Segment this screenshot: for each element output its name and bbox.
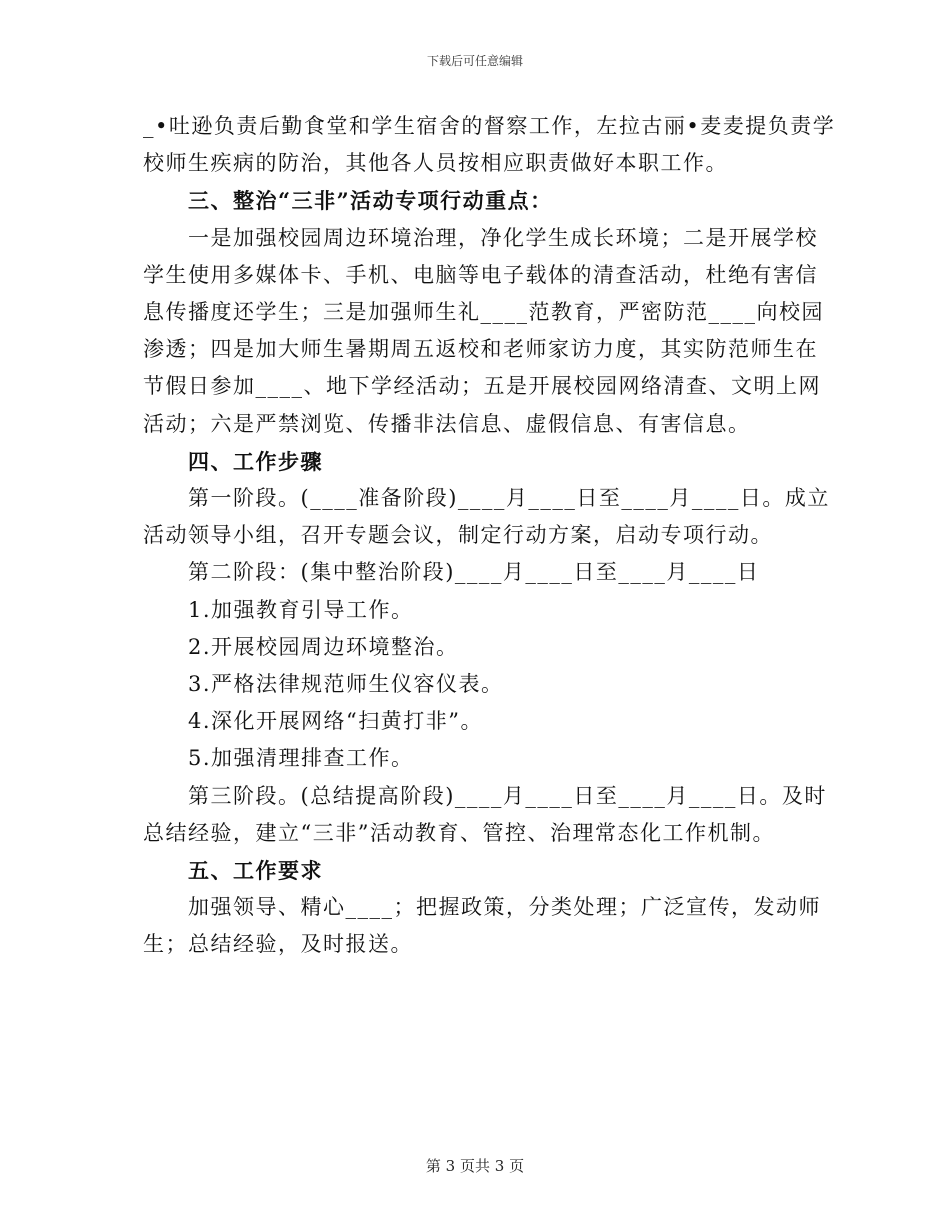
paragraph-line: 校师生疾病的防治，其他各人员按相应职责做好本职工作。 xyxy=(143,151,728,176)
paragraph-line: 加强领导、精心____；把握政策，分类处理；广泛宣传，发动师 xyxy=(188,895,821,920)
paragraph-line: 活动领导小组，召开专题会议，制定行动方案，启动专项行动。 xyxy=(143,523,773,548)
paragraph-line: 学生使用多媒体卡、手机、电脑等电子载体的清查活动，杜绝有害信 xyxy=(143,262,818,287)
paragraph-line: 生；总结经验，及时报送。 xyxy=(143,932,413,957)
paragraph-line: 渗透；四是加大师生暑期周五返校和老师家访力度，其实防范师生在 xyxy=(143,337,818,362)
paragraph-line: 5.加强清理排查工作。 xyxy=(188,746,414,771)
paragraph-line: 第三阶段。(总结提高阶段)____月____日至____月____日。及时 xyxy=(188,783,827,808)
paragraph-line: 第二阶段：(集中整治阶段)____月____日至____月____日 xyxy=(188,560,760,585)
page-footer: 第 3 页共 3 页 xyxy=(425,1157,525,1175)
document-body xyxy=(143,108,836,964)
section-heading: 五、工作要求 xyxy=(188,858,323,884)
paragraph-line: 息传播度还学生；三是加强师生礼____范教育，严密防范____向校园 xyxy=(143,300,824,325)
paragraph-line: 一是加强校园周边环境治理，净化学生成长环境；二是开展学校 xyxy=(188,225,818,250)
paragraph-line: 节假日参加____、地下学经活动；五是开展校园网络清查、文明上网 xyxy=(143,374,821,399)
paragraph-line: 4.深化开展网络“扫黄打非”。 xyxy=(188,709,484,734)
paragraph-line: 2.开展校园周边环境整治。 xyxy=(188,634,459,659)
paragraph-line: 活动；六是严禁浏览、传播非法信息、虚假信息、有害信息。 xyxy=(143,411,751,436)
section-heading: 三、整治“三非”活动专项行动重点： xyxy=(188,188,553,214)
paragraph-line: 总结经验，建立“三非”活动教育、管控、治理常态化工作机制。 xyxy=(143,820,775,845)
paragraph-line: 1.加强教育引导工作。 xyxy=(188,597,414,622)
paragraph-line: 3.严格法律规范师生仪容仪表。 xyxy=(188,672,504,697)
section-heading: 四、工作步骤 xyxy=(188,448,323,474)
page-header: 下载后可任意编辑 xyxy=(426,54,523,68)
paragraph-line: _•吐逊负责后勤食堂和学生宿舍的督察工作，左拉古丽•麦麦提负责学 xyxy=(143,114,836,138)
paragraph-line: 第一阶段。(____准备阶段)____月____日至____月____日。成立 xyxy=(188,486,830,511)
